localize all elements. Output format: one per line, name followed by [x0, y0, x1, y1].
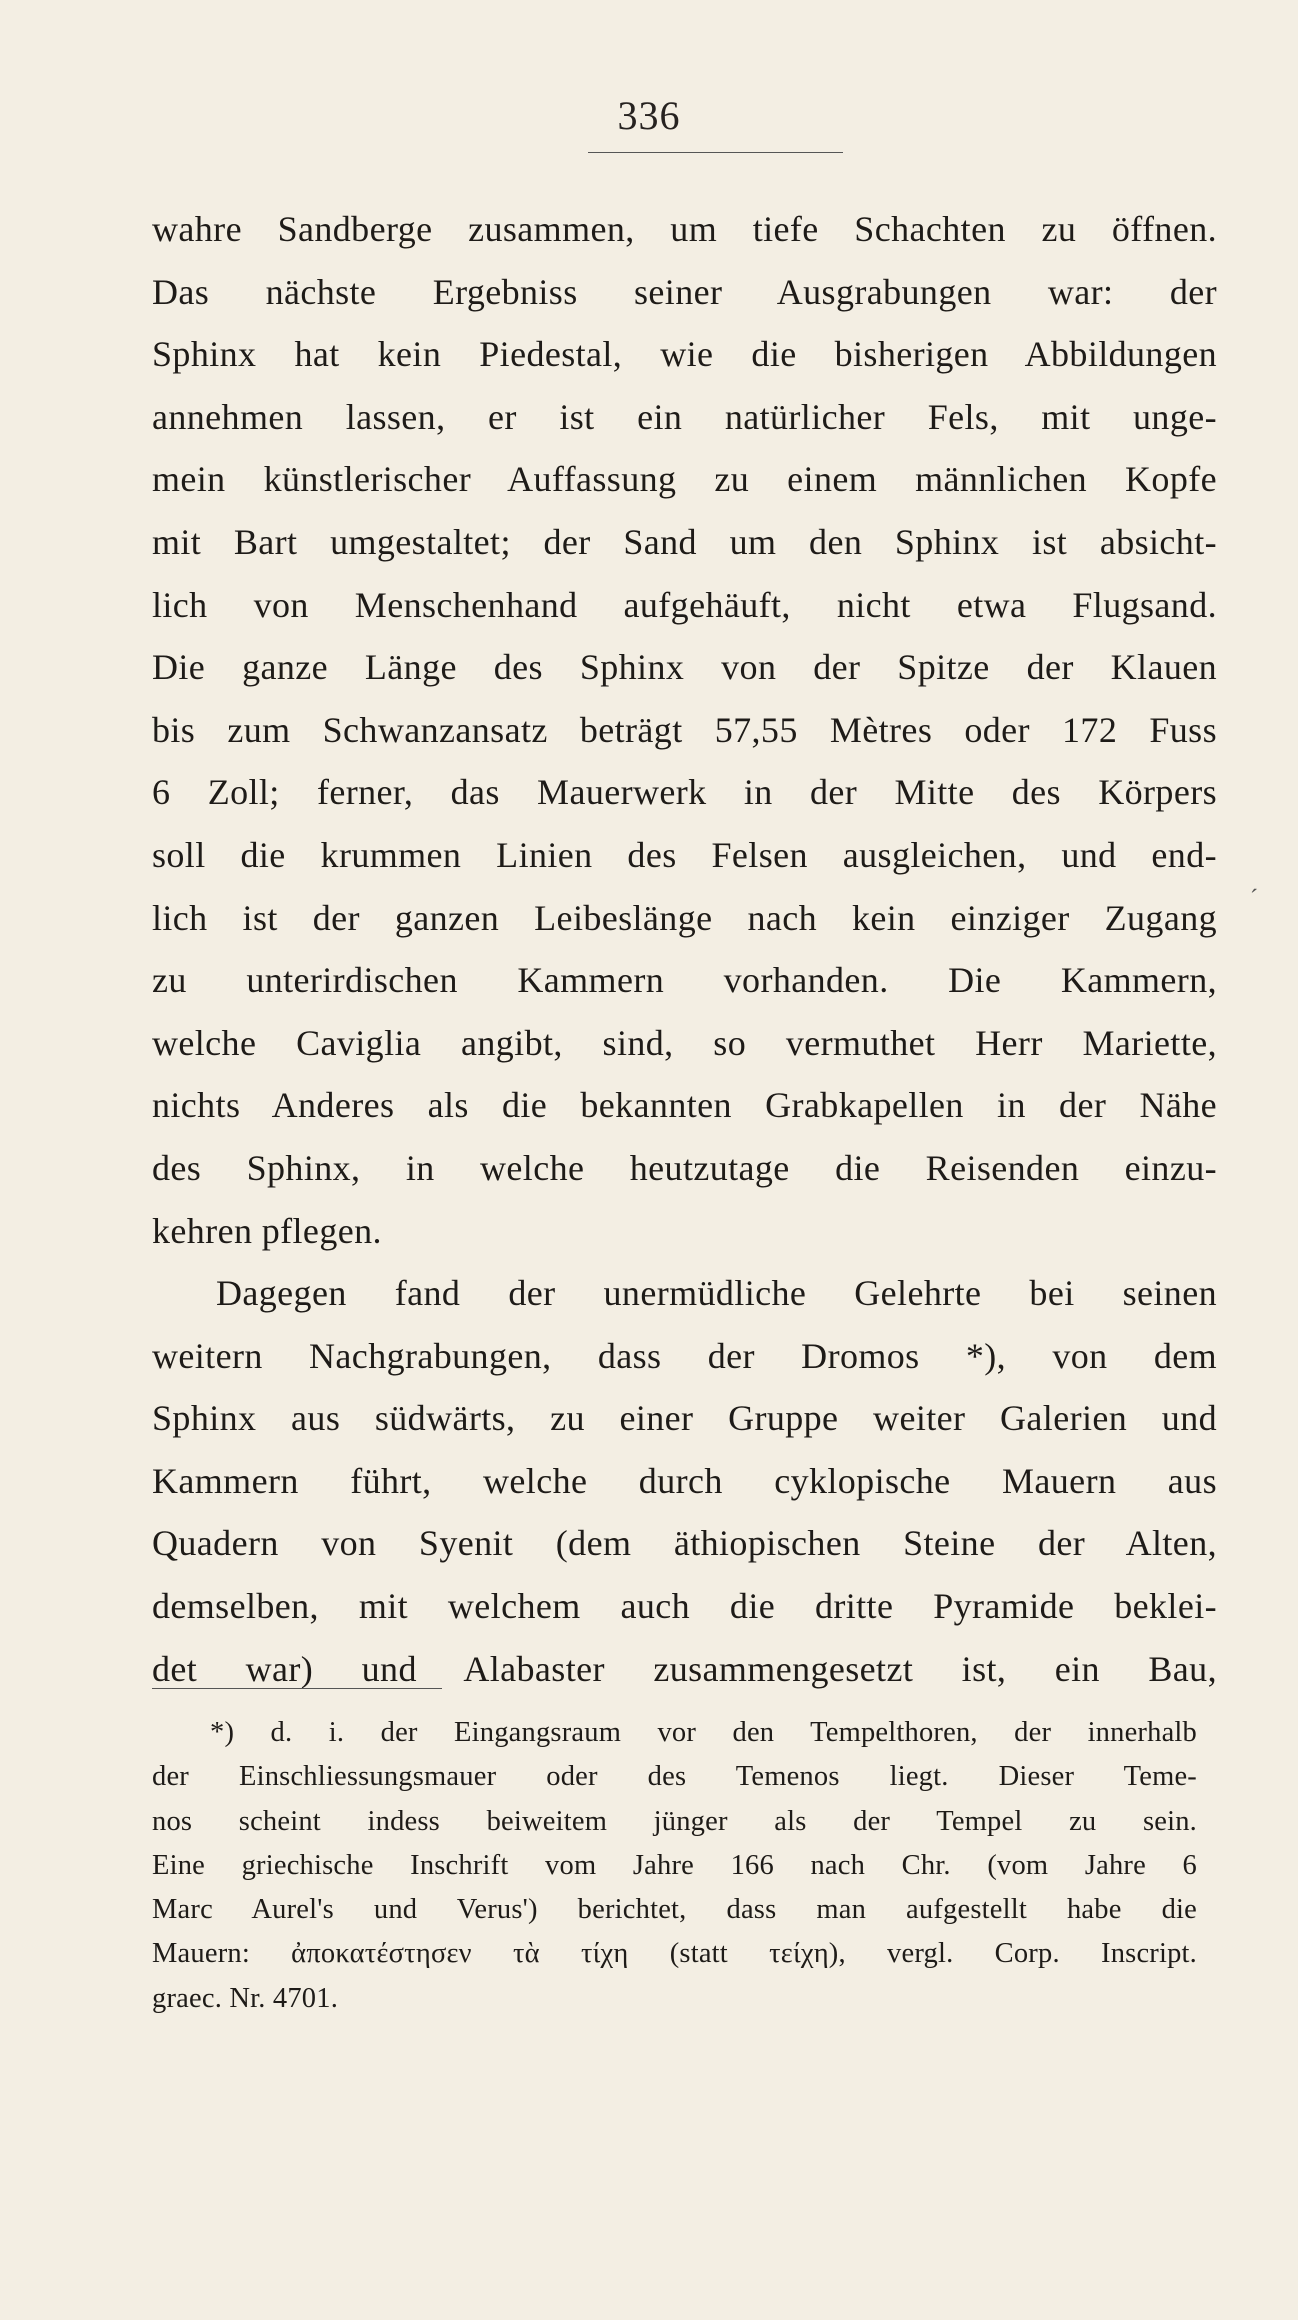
text-line: des Sphinx, in welche heutzutage die Reisenden einzu- [152, 1147, 1217, 1188]
text-line: Kammern führt, welche durch cyklopische Mauern aus [152, 1460, 1217, 1501]
text-line: lich ist der ganzen Leibeslänge nach kein einziger Zugang [152, 897, 1217, 938]
footnote-line: der Einschliessungsmauer oder des Temenos liegt. Dieser Teme- [152, 1761, 1197, 1793]
footnote-line: Marc Aurel's und Verus') berichtet, dass man aufgestellt habe die [152, 1894, 1197, 1926]
margin-mark: ´ [1250, 886, 1258, 912]
header-rule [588, 152, 843, 153]
main-text [152, 198, 1217, 1700]
text-line: soll die krummen Linien des Felsen ausgleichen, und end- [152, 834, 1217, 875]
text-line: mit Bart umgestaltet; der Sand um den Sphinx ist absicht- [152, 521, 1217, 562]
footnote-line: nos scheint indess beiweitem jünger als der Tempel zu sein. [152, 1805, 1197, 1837]
text-line: zu unterirdischen Kammern vorhanden. Die Kammern, [152, 960, 1217, 1001]
text-line: Sphinx aus südwärts, zu einer Gruppe weiter Galerien und [152, 1398, 1217, 1439]
text-line: Sphinx hat kein Piedestal, wie die bisherigen Abbildungen [152, 334, 1217, 375]
text-line: weitern Nachgrabungen, dass der Dromos *), von dem [152, 1335, 1217, 1376]
text-line: lich von Menschenhand aufgehäuft, nicht etwa Flugsand. [152, 584, 1217, 625]
text-line: Quadern von Syenit (dem äthiopischen Steine der Alten, [152, 1523, 1217, 1564]
footnote-line: *) d. i. der Eingangsraum vor den Tempelthoren, der innerhalb [210, 1717, 1197, 1748]
text-line: demselben, mit welchem auch die dritte Pyramide beklei- [152, 1586, 1217, 1627]
footnote-rule [152, 1688, 442, 1689]
text-line: Dagegen fand der unermüdliche Gelehrte bei seinen [216, 1273, 1217, 1314]
page-number: 336 [617, 93, 681, 138]
text-line: nichts Anderes als die bekannten Grabkapellen in der Nähe [152, 1085, 1217, 1126]
text-line: wahre Sandberge zusammen, um tiefe Schachten zu öffnen. [152, 209, 1217, 249]
footnote-line: graec. Nr. 4701. [152, 1982, 339, 2014]
text-line: annehmen lassen, er ist ein natürlicher Fels, mit unge- [152, 396, 1217, 437]
text-line: bis zum Schwanzansatz beträgt 57,55 Mètres oder 172 Fuss [152, 709, 1217, 750]
text-line: Das nächste Ergebniss seiner Ausgrabungen war: der [152, 271, 1217, 312]
footnote-line: Eine griechische Inschrift vom Jahre 166 nach Chr. (vom Jahre 6 [152, 1849, 1197, 1881]
text-line: 6 Zoll; ferner, das Mauerwerk in der Mitte des Körpers [152, 772, 1217, 813]
text-line: kehren pflegen. [152, 1210, 382, 1251]
footnote-line: Mauern: ἀποκατέστησεν τὰ τίχη (statt τείχη), vergl. Corp. Inscript. [152, 1938, 1197, 1970]
text-line: mein künstlerischer Auffassung zu einem männlichen Kopfe [152, 459, 1217, 500]
footnote [152, 1711, 1197, 2021]
text-line: welche Caviglia angibt, sind, so vermuthet Herr Mariette, [152, 1022, 1217, 1063]
text-line: det war) und Alabaster zusammengesetzt ist, ein Bau, [152, 1648, 1217, 1689]
text-line: Die ganze Länge des Sphinx von der Spitze der Klauen [152, 647, 1217, 688]
